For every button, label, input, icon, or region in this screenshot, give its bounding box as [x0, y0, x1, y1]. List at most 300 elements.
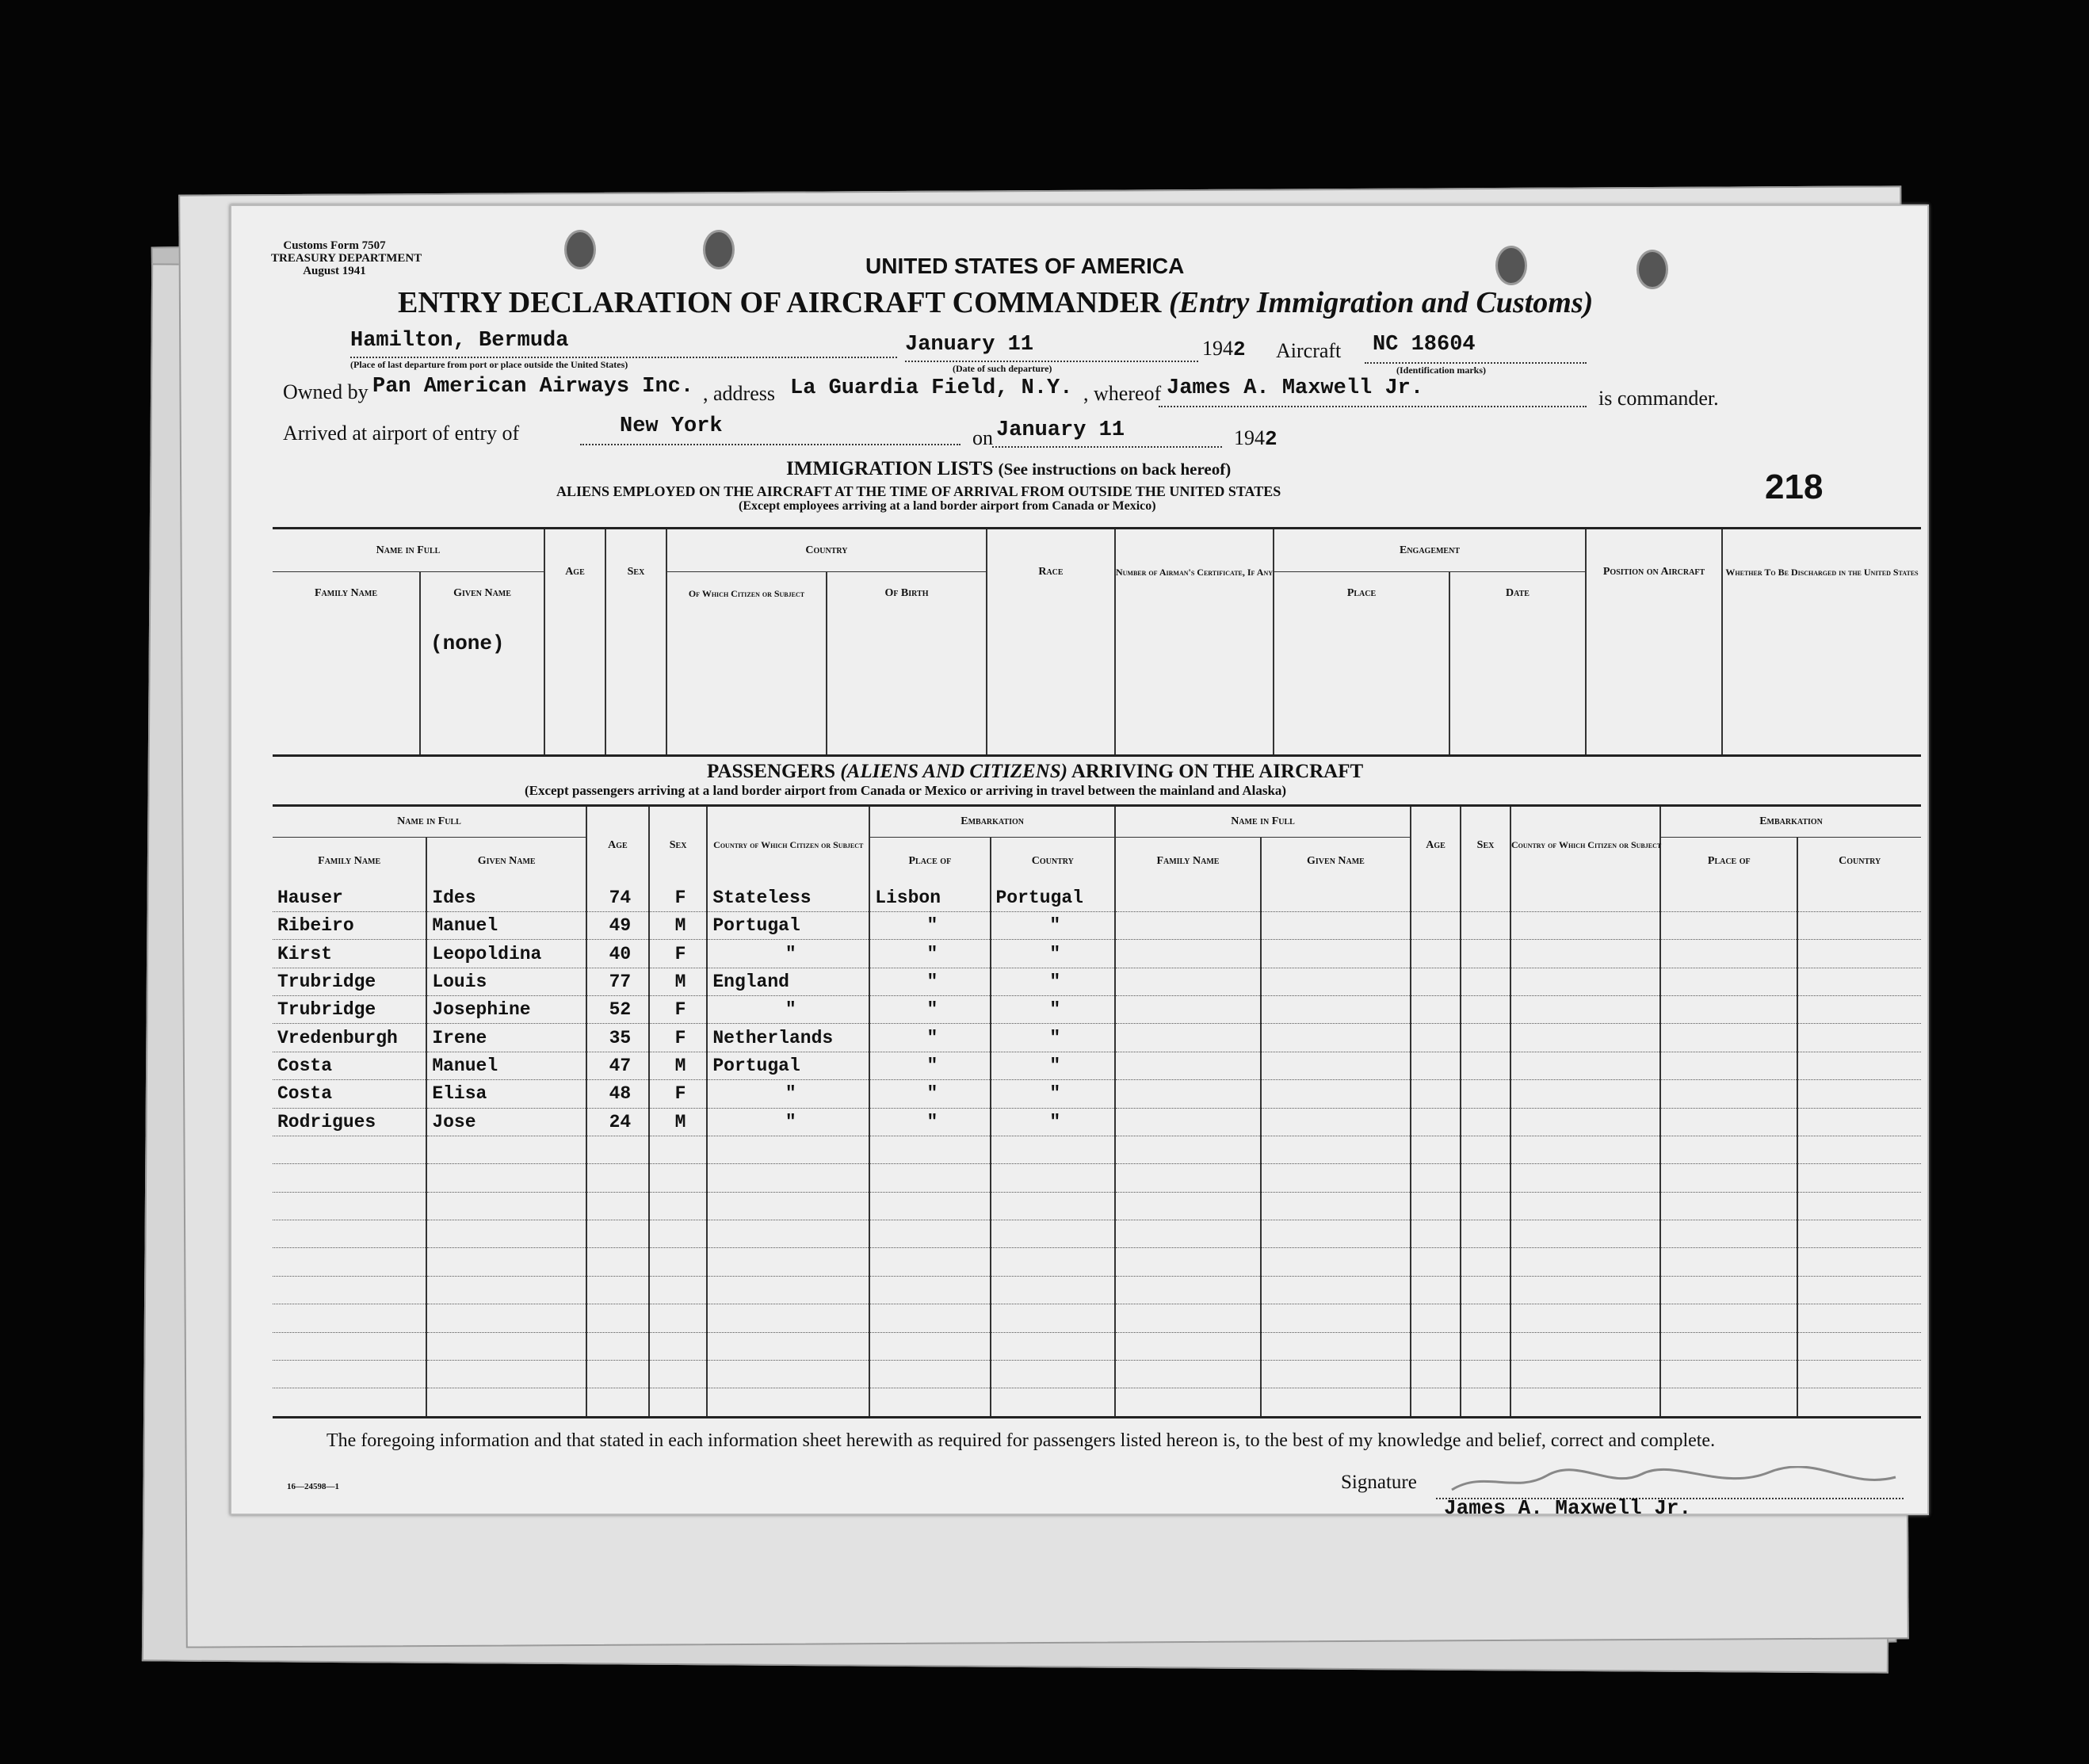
pass-embarkation-header-2: Embarkation — [1660, 806, 1921, 838]
pass-given-header-2: Given Name — [1261, 838, 1411, 884]
passenger-age: 48 — [586, 1080, 649, 1108]
empty-cell — [1411, 911, 1461, 939]
passenger-given: Jose — [426, 1108, 586, 1136]
empty-cell — [1510, 1276, 1660, 1304]
empty-cell — [1261, 940, 1411, 968]
passenger-family: Costa — [273, 1052, 426, 1079]
passenger-row — [273, 1108, 1921, 1136]
empty-cell — [273, 1164, 426, 1192]
passenger-age: 24 — [586, 1108, 649, 1136]
pass-citizen-header-2: Country of Which Citizen or Subject — [1510, 806, 1660, 884]
empty-cell — [991, 1192, 1116, 1220]
empty-cell — [1461, 1080, 1510, 1108]
signature-label: Signature — [1341, 1472, 1417, 1493]
empty-cell — [273, 1360, 426, 1388]
empty-cell — [869, 1136, 990, 1163]
passenger-sex: M — [649, 911, 708, 939]
empty-cell — [1461, 1304, 1510, 1332]
empty-cell — [1660, 1388, 1797, 1418]
empty-cell — [1261, 968, 1411, 995]
passengers-heading-text: PASSENGERS — [707, 761, 836, 782]
empty-cell — [426, 1304, 586, 1332]
empty-cell — [1261, 911, 1411, 939]
passenger-citizen: Portugal — [707, 911, 869, 939]
punch-hole-icon — [564, 230, 596, 269]
empty-cell — [273, 1332, 426, 1360]
departure-date: January 11 — [905, 333, 1034, 357]
date-caption: (Date of such departure) — [953, 363, 1052, 374]
address-label: , address — [703, 382, 775, 405]
declaration-text: The foregoing information and that stated in each information sheet herewith as required for passengers listed hereon is, to the best of my knowledge and belief, correct and complete. — [327, 1430, 1716, 1451]
empty-cell — [1461, 968, 1510, 995]
passenger-given: Josephine — [426, 996, 586, 1024]
empty-cell — [869, 1388, 990, 1418]
empty-cell — [1660, 1108, 1797, 1136]
empty-cell — [273, 1276, 426, 1304]
empty-cell — [1461, 1192, 1510, 1220]
empty-cell — [1461, 1388, 1510, 1418]
empty-cell — [426, 1136, 586, 1163]
year-digit: 2 — [1233, 338, 1246, 361]
passengers-table — [273, 804, 1921, 1418]
commander-name: James A. Maxwell Jr. — [1167, 376, 1424, 400]
arrival-date: January 11 — [996, 418, 1125, 442]
passenger-country: " — [991, 940, 1116, 968]
empty-cell — [1115, 911, 1261, 939]
pass-name-header: Name in Full — [273, 806, 586, 838]
crew-age-header: Age — [544, 529, 605, 616]
crew-family-header: Family Name — [314, 587, 378, 600]
signature-typed: James A. Maxwell Jr. — [1444, 1496, 1692, 1520]
empty-cell — [1510, 1304, 1660, 1332]
empty-cell — [649, 1248, 708, 1276]
empty-cell — [1115, 1332, 1261, 1360]
form-id-block — [271, 239, 422, 277]
passenger-place: " — [869, 1108, 990, 1136]
passengers-exception: (Except passengers arriving at a land border airport from Canada or Mexico or arriving in travel between the mainland and Alaska) — [525, 783, 1287, 798]
year-digit: 2 — [1265, 427, 1277, 451]
empty-cell — [1115, 884, 1261, 912]
punch-hole-icon — [1495, 246, 1527, 285]
empty-cell — [1411, 1164, 1461, 1192]
empty-cell — [586, 1192, 649, 1220]
crew-birth-header: Of Birth — [827, 572, 987, 616]
empty-cell — [1411, 1136, 1461, 1163]
empty-cell — [649, 1164, 708, 1192]
empty-cell — [1510, 940, 1660, 968]
passenger-age: 52 — [586, 996, 649, 1024]
empty-cell — [1411, 1388, 1461, 1418]
blank-row — [273, 1136, 1921, 1163]
empty-cell — [1261, 1388, 1411, 1418]
empty-cell — [1660, 1276, 1797, 1304]
passenger-given: Irene — [426, 1024, 586, 1052]
empty-cell — [1510, 884, 1660, 912]
passenger-row — [273, 911, 1921, 939]
empty-cell — [1115, 1136, 1261, 1163]
form-title-main: ENTRY DECLARATION OF AIRCRAFT COMMANDER — [398, 286, 1162, 319]
pass-place-header-2: Place of — [1660, 838, 1797, 884]
crew-race-header: Race — [987, 529, 1115, 616]
passenger-place: " — [869, 911, 990, 939]
passengers-heading — [707, 761, 1363, 783]
passenger-row — [273, 1052, 1921, 1079]
empty-cell — [649, 1220, 708, 1248]
empty-cell — [1660, 1052, 1797, 1079]
empty-cell — [1660, 1080, 1797, 1108]
blank-row — [273, 1164, 1921, 1192]
empty-cell — [1510, 1388, 1660, 1418]
empty-cell — [1115, 1052, 1261, 1079]
empty-cell — [1660, 911, 1797, 939]
empty-cell — [1461, 884, 1510, 912]
declaration-form — [230, 204, 1929, 1520]
empty-cell — [426, 1360, 586, 1388]
empty-cell — [1411, 968, 1461, 995]
empty-cell — [273, 1220, 426, 1248]
passenger-place: " — [869, 996, 990, 1024]
empty-cell — [1461, 940, 1510, 968]
passenger-citizen: Netherlands — [707, 1024, 869, 1052]
empty-cell — [1461, 1024, 1510, 1052]
empty-cell — [1261, 1024, 1411, 1052]
empty-cell — [1797, 1192, 1921, 1220]
passenger-country: " — [991, 1080, 1116, 1108]
empty-cell — [586, 1304, 649, 1332]
passenger-row — [273, 1024, 1921, 1052]
passenger-place: " — [869, 1052, 990, 1079]
empty-cell — [586, 1136, 649, 1163]
empty-cell — [869, 1276, 990, 1304]
empty-cell — [1461, 1220, 1510, 1248]
empty-cell — [649, 1136, 708, 1163]
pass-country-header: Country — [991, 838, 1116, 884]
passenger-country: " — [991, 996, 1116, 1024]
empty-cell — [1797, 1164, 1921, 1192]
empty-cell — [1411, 1276, 1461, 1304]
empty-cell — [1461, 1248, 1510, 1276]
pass-country-header-2: Country — [1797, 838, 1921, 884]
empty-cell — [707, 1304, 869, 1332]
immigration-heading — [786, 458, 1231, 480]
passenger-age: 35 — [586, 1024, 649, 1052]
empty-cell — [426, 1164, 586, 1192]
empty-cell — [426, 1276, 586, 1304]
passenger-row — [273, 968, 1921, 995]
empty-cell — [426, 1248, 586, 1276]
crew-citizen-header: Of Which Citizen or Subject — [666, 572, 827, 616]
immigration-subheading: ALIENS EMPLOYED ON THE AIRCRAFT AT THE TIME OF ARRIVAL FROM OUTSIDE THE UNITED STATES — [556, 483, 1281, 499]
empty-cell — [1261, 1136, 1411, 1163]
empty-cell — [1411, 940, 1461, 968]
passengers-rows — [273, 884, 1921, 1418]
passenger-family: Trubridge — [273, 968, 426, 995]
empty-cell — [1797, 1332, 1921, 1360]
aircraft-id: NC 18604 — [1373, 333, 1476, 357]
empty-cell — [1660, 884, 1797, 912]
empty-cell — [1660, 1024, 1797, 1052]
empty-cell — [1797, 968, 1921, 995]
empty-cell — [1510, 911, 1660, 939]
empty-cell — [869, 1332, 990, 1360]
empty-cell — [586, 1332, 649, 1360]
empty-cell — [1115, 1192, 1261, 1220]
department: TREASURY DEPARTMENT — [271, 252, 422, 265]
empty-cell — [273, 1192, 426, 1220]
passenger-given: Louis — [426, 968, 586, 995]
empty-cell — [1261, 1108, 1411, 1136]
empty-cell — [1660, 996, 1797, 1024]
empty-cell — [1797, 1136, 1921, 1163]
crew-table — [273, 527, 1921, 757]
empty-cell — [991, 1360, 1116, 1388]
print-code: 16—24598—1 — [287, 1482, 339, 1491]
empty-cell — [1411, 1360, 1461, 1388]
empty-cell — [1797, 1276, 1921, 1304]
blank-row — [273, 1304, 1921, 1332]
form-number: Customs Form 7507 — [283, 239, 386, 252]
empty-cell — [1115, 1164, 1261, 1192]
passenger-row — [273, 884, 1921, 912]
empty-cell — [991, 1276, 1116, 1304]
blank-row — [273, 1248, 1921, 1276]
empty-cell — [586, 1276, 649, 1304]
empty-cell — [869, 1304, 990, 1332]
empty-cell — [1411, 1332, 1461, 1360]
passenger-family: Ribeiro — [273, 911, 426, 939]
passenger-row — [273, 940, 1921, 968]
empty-cell — [649, 1360, 708, 1388]
empty-cell — [991, 1388, 1116, 1418]
commander-suffix: is commander. — [1598, 387, 1719, 410]
crew-engagement-header: Engagement — [1274, 529, 1586, 572]
passenger-citizen: " — [707, 996, 869, 1024]
crew-given-header: Given Name — [420, 572, 544, 616]
empty-cell — [991, 1136, 1116, 1163]
blank-row — [273, 1332, 1921, 1360]
empty-cell — [1510, 1164, 1660, 1192]
empty-cell — [1261, 1052, 1411, 1079]
empty-cell — [1510, 1192, 1660, 1220]
empty-cell — [1510, 1332, 1660, 1360]
passenger-family: Hauser — [273, 884, 426, 912]
empty-cell — [1510, 1136, 1660, 1163]
empty-cell — [586, 1220, 649, 1248]
empty-cell — [1115, 1248, 1261, 1276]
empty-cell — [1660, 1360, 1797, 1388]
passenger-row — [273, 1080, 1921, 1108]
empty-cell — [1660, 1164, 1797, 1192]
arrival-airport: New York — [620, 414, 723, 438]
empty-cell — [273, 1136, 426, 1163]
passenger-age: 74 — [586, 884, 649, 912]
empty-cell — [1411, 1192, 1461, 1220]
blank-row — [273, 1220, 1921, 1248]
empty-cell — [1797, 1080, 1921, 1108]
empty-cell — [649, 1276, 708, 1304]
passenger-row — [273, 996, 1921, 1024]
crew-country-header: Country — [666, 529, 987, 572]
passenger-citizen: " — [707, 1080, 869, 1108]
passenger-family: Kirst — [273, 940, 426, 968]
empty-cell — [1115, 1360, 1261, 1388]
passenger-family: Costa — [273, 1080, 426, 1108]
empty-cell — [649, 1332, 708, 1360]
pass-citizen-header: Country of Which Citizen or Subject — [707, 806, 869, 884]
empty-cell — [1461, 1136, 1510, 1163]
passenger-country: " — [991, 911, 1116, 939]
passenger-given: Manuel — [426, 911, 586, 939]
empty-cell — [1660, 1220, 1797, 1248]
empty-cell — [649, 1192, 708, 1220]
empty-cell — [1411, 1220, 1461, 1248]
empty-cell — [1411, 1024, 1461, 1052]
empty-cell — [1797, 996, 1921, 1024]
form-date: August 1941 — [303, 265, 366, 277]
passenger-sex: F — [649, 884, 708, 912]
empty-cell — [1461, 1164, 1510, 1192]
blank-row — [273, 1192, 1921, 1220]
empty-cell — [1411, 996, 1461, 1024]
crew-discharge-header: Whether To Be Discharged in the United States — [1722, 529, 1921, 616]
empty-cell — [1797, 940, 1921, 968]
empty-cell — [1115, 1304, 1261, 1332]
passenger-age: 40 — [586, 940, 649, 968]
empty-cell — [707, 1192, 869, 1220]
blank-row — [273, 1388, 1921, 1418]
passenger-country: " — [991, 1024, 1116, 1052]
passenger-age: 77 — [586, 968, 649, 995]
empty-cell — [1261, 996, 1411, 1024]
empty-cell — [707, 1220, 869, 1248]
empty-cell — [1115, 1276, 1261, 1304]
empty-cell — [649, 1304, 708, 1332]
empty-cell — [707, 1248, 869, 1276]
empty-cell — [707, 1332, 869, 1360]
whereof-label: , whereof — [1083, 382, 1162, 405]
empty-cell — [426, 1388, 586, 1418]
passenger-country: " — [991, 968, 1116, 995]
pass-family-header: Family Name — [318, 854, 381, 867]
departure-place: Hamilton, Bermuda — [350, 329, 569, 353]
empty-cell — [1510, 1080, 1660, 1108]
empty-cell — [1660, 1136, 1797, 1163]
pass-place-header: Place of — [869, 838, 990, 884]
passenger-given: Manuel — [426, 1052, 586, 1079]
passenger-given: Elisa — [426, 1080, 586, 1108]
passenger-citizen: " — [707, 1108, 869, 1136]
handwritten-signature-icon — [1436, 1466, 1904, 1498]
page-number: 218 — [1765, 468, 1824, 506]
pass-age-header: Age — [586, 806, 649, 884]
empty-cell — [1510, 968, 1660, 995]
on-label: on — [972, 426, 993, 449]
blank-row — [273, 1276, 1921, 1304]
passenger-sex: F — [649, 1080, 708, 1108]
empty-cell — [1510, 1024, 1660, 1052]
empty-cell — [1115, 1220, 1261, 1248]
departure-year — [1202, 337, 1246, 361]
owned-label: Owned by — [283, 380, 369, 403]
passenger-given: Leopoldina — [426, 940, 586, 968]
empty-cell — [1261, 884, 1411, 912]
empty-cell — [1461, 1332, 1510, 1360]
passenger-sex: F — [649, 1024, 708, 1052]
empty-cell — [1797, 1248, 1921, 1276]
empty-cell — [707, 1136, 869, 1163]
passenger-place: " — [869, 1080, 990, 1108]
immigration-heading-note: (See instructions on back hereof) — [998, 460, 1232, 479]
empty-cell — [991, 1304, 1116, 1332]
aircraft-caption: (Identification marks) — [1396, 365, 1486, 376]
crew-name-header: Name in Full — [273, 529, 544, 572]
empty-cell — [1660, 1332, 1797, 1360]
empty-cell — [1510, 1052, 1660, 1079]
empty-cell — [1797, 1388, 1921, 1418]
passenger-citizen: Portugal — [707, 1052, 869, 1079]
empty-cell — [1797, 1108, 1921, 1136]
empty-cell — [869, 1164, 990, 1192]
crew-certificate-header: Number of Airman's Certificate, If Any — [1115, 529, 1274, 616]
passenger-place: " — [869, 1024, 990, 1052]
empty-cell — [426, 1192, 586, 1220]
empty-cell — [1660, 968, 1797, 995]
pass-sex-header-2: Sex — [1461, 806, 1510, 884]
empty-cell — [1261, 1080, 1411, 1108]
empty-cell — [707, 1164, 869, 1192]
passenger-citizen: " — [707, 940, 869, 968]
empty-cell — [1261, 1192, 1411, 1220]
empty-cell — [1660, 940, 1797, 968]
empty-cell — [1261, 1220, 1411, 1248]
owner-address: La Guardia Field, N.Y. — [790, 376, 1073, 400]
empty-cell — [1261, 1248, 1411, 1276]
empty-cell — [1411, 1248, 1461, 1276]
form-title-sub: (Entry Immigration and Customs) — [1168, 286, 1594, 319]
pass-age-header-2: Age — [1411, 806, 1461, 884]
passenger-citizen: Stateless — [707, 884, 869, 912]
pass-name-header-2: Name in Full — [1115, 806, 1411, 838]
empty-cell — [426, 1332, 586, 1360]
empty-cell — [1261, 1164, 1411, 1192]
empty-cell — [1261, 1304, 1411, 1332]
empty-cell — [1660, 1192, 1797, 1220]
empty-cell — [1115, 968, 1261, 995]
empty-cell — [586, 1360, 649, 1388]
empty-cell — [273, 1388, 426, 1418]
empty-cell — [1261, 1332, 1411, 1360]
empty-cell — [707, 1276, 869, 1304]
aircraft-label: Aircraft — [1276, 339, 1342, 362]
arrival-year — [1234, 426, 1277, 451]
empty-cell — [991, 1332, 1116, 1360]
country-heading: UNITED STATES OF AMERICA — [865, 254, 1185, 278]
passenger-country: " — [991, 1052, 1116, 1079]
pass-sex-header: Sex — [649, 806, 708, 884]
passenger-place: " — [869, 940, 990, 968]
empty-cell — [869, 1248, 990, 1276]
passenger-sex: F — [649, 996, 708, 1024]
empty-cell — [1797, 1304, 1921, 1332]
empty-cell — [991, 1248, 1116, 1276]
empty-cell — [1461, 1276, 1510, 1304]
owner-name: Pan American Airways Inc. — [372, 375, 694, 399]
passenger-given: Ides — [426, 884, 586, 912]
passenger-citizen: England — [707, 968, 869, 995]
empty-cell — [991, 1164, 1116, 1192]
empty-cell — [1461, 1360, 1510, 1388]
empty-cell — [273, 1248, 426, 1276]
